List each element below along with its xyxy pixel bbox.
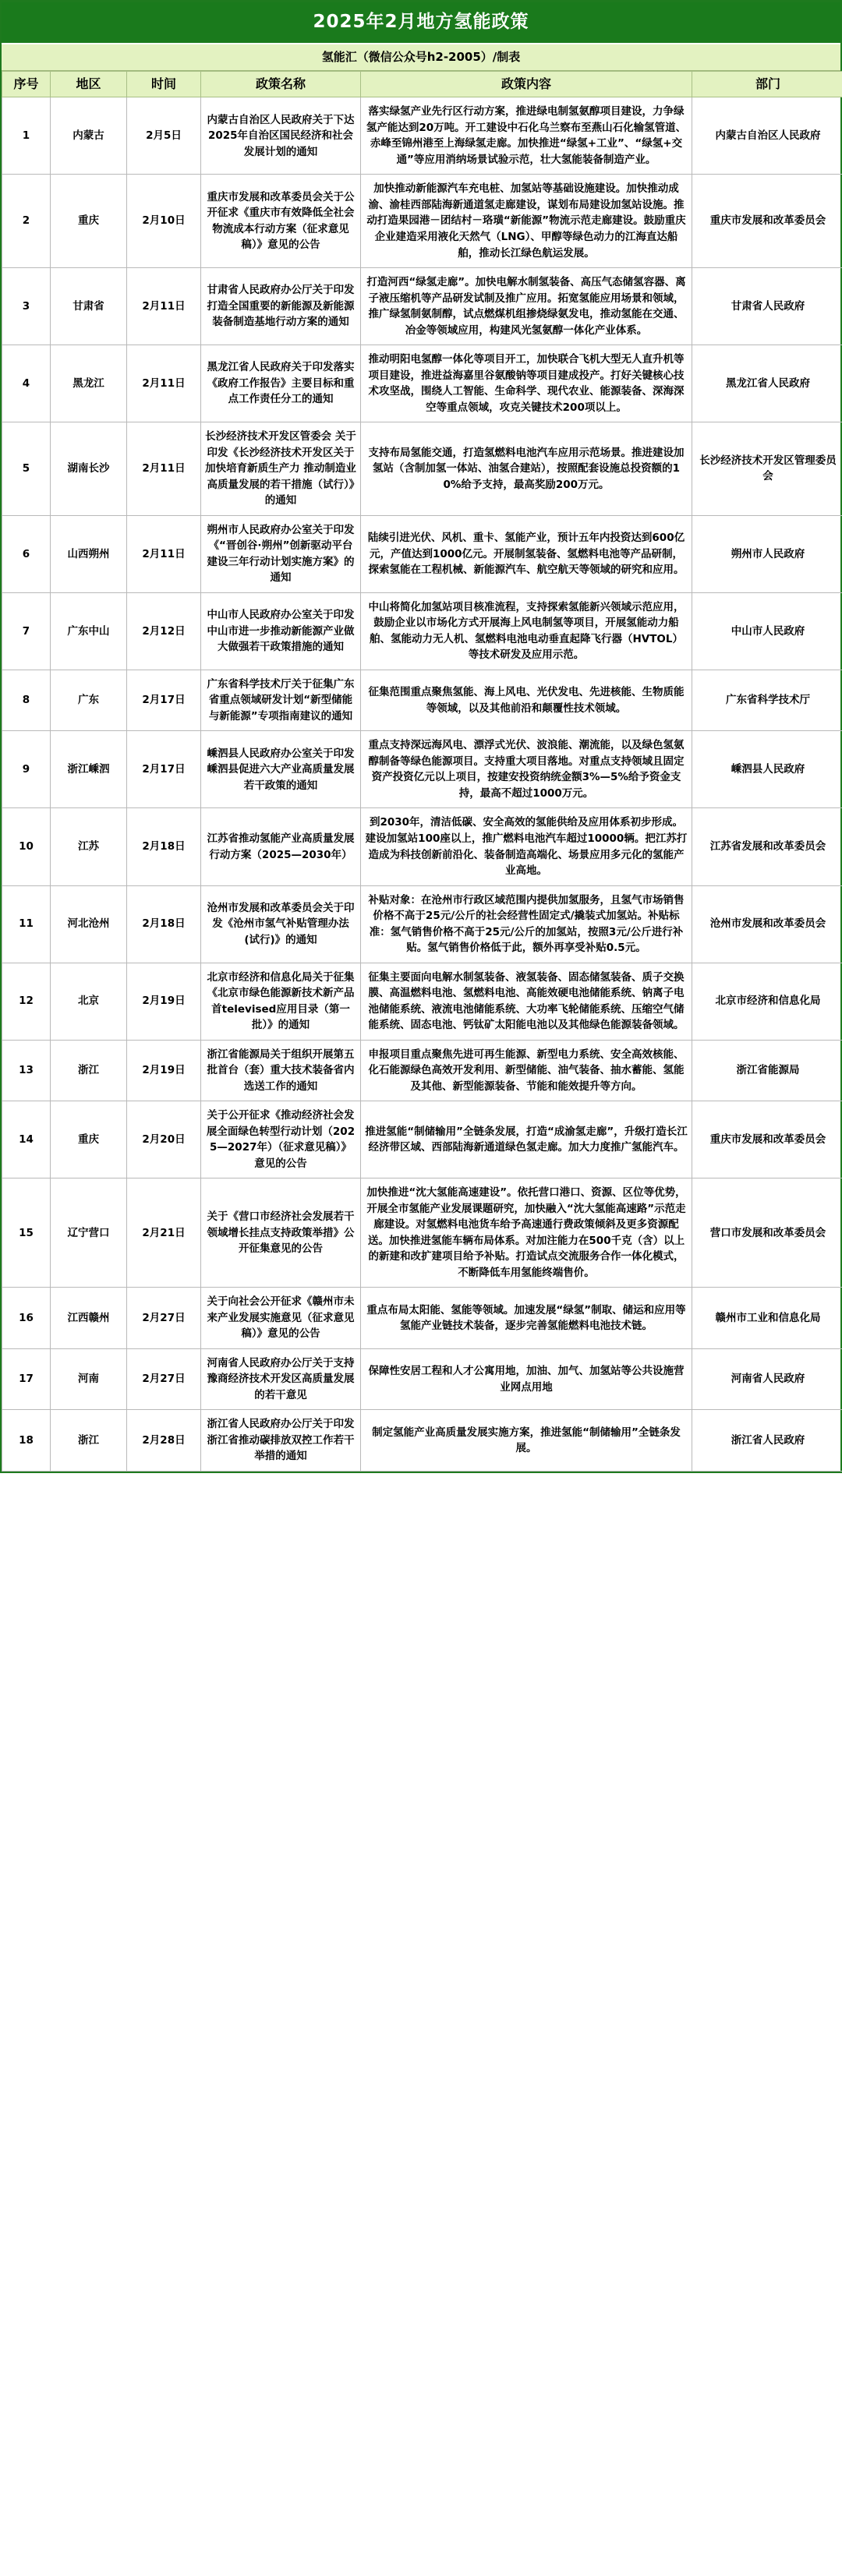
cell-policy-name: 浙江省能源局关于组织开展第五批首台（套）重大技术装备省内选送工作的通知	[201, 1040, 361, 1101]
cell-department: 朔州市人民政府	[692, 515, 842, 592]
cell-policy-content: 支持布局氢能交通，打造氢燃料电池汽车应用示范场景。推进建设加氢站（含制加氢一体站、油氢合建站），按照配套设施总投资额的10%给予支持，最高奖励200万元。	[361, 422, 692, 516]
cell-policy-content: 保障性安居工程和人才公寓用地，加油、加气、加氢站等公共设施营业网点用地	[361, 1348, 692, 1410]
cell-date: 2月11日	[127, 345, 201, 422]
cell-policy-content: 重点布局太阳能、氢能等领域。加速发展“绿氢”制取、储运和应用等氢能产业链技术装备，逐步完善氢能燃料电池技术链。	[361, 1288, 692, 1349]
cell-region: 内蒙古	[51, 97, 127, 175]
cell-policy-name: 中山市人民政府办公室关于印发中山市进一步推动新能源产业做大做强若干政策措施的通知	[201, 592, 361, 670]
cell-policy-name: 北京市经济和信息化局关于征集《北京市绿色能源新技术新产品首televised应用目录（第一批）》的通知	[201, 963, 361, 1040]
cell-region: 重庆	[51, 1101, 127, 1178]
cell-region: 江苏	[51, 808, 127, 885]
cell-policy-content: 陆续引进光伏、风机、重卡、氢能产业，预计五年内投资达到600亿元，产值达到1000亿元。开展制氢装备、氢燃料电池等产品研制，探索氢能在工程机械、新能源汽车、航空航天等领域的研究和应用。	[361, 515, 692, 592]
cell-policy-name: 关于向社会公开征求《赣州市未来产业发展实施意见（征求意见稿）》意见的公告	[201, 1288, 361, 1349]
table-header-row	[2, 71, 842, 97]
cell-index: 15	[2, 1178, 51, 1288]
cell-policy-name: 沧州市发展和改革委员会关于印发《沧州市氢气补贴管理办法(试行)》的通知	[201, 885, 361, 963]
cell-index: 10	[2, 808, 51, 885]
cell-policy-name: 内蒙古自治区人民政府关于下达2025年自治区国民经济和社会发展计划的通知	[201, 97, 361, 175]
cell-department: 甘肃省人民政府	[692, 268, 842, 345]
cell-index: 4	[2, 345, 51, 422]
cell-policy-content: 到2030年，清洁低碳、安全高效的氢能供给及应用体系初步形成。建设加氢站100座以上，推广燃料电池汽车超过10000辆。把江苏打造成为科技创新前沿化、装备制造高端化、场景应用多元化的氢能产业高地。	[361, 808, 692, 885]
table-row	[2, 515, 842, 592]
cell-region: 浙江嵊泗	[51, 731, 127, 808]
table-row	[2, 1410, 842, 1472]
cell-department: 赣州市工业和信息化局	[692, 1288, 842, 1349]
cell-region: 广东中山	[51, 592, 127, 670]
cell-department: 营口市发展和改革委员会	[692, 1178, 842, 1288]
cell-date: 2月17日	[127, 670, 201, 731]
table-row	[2, 885, 842, 963]
cell-date: 2月18日	[127, 808, 201, 885]
column-header-dept: 部门	[692, 71, 842, 97]
cell-region: 湖南长沙	[51, 422, 127, 516]
table-row	[2, 345, 842, 422]
cell-policy-content: 推进氢能“制储输用”全链条发展，打造“成渝氢走廊”，升级打造长江经济带区域、西部陆海新通道绿色氢走廊。加大力度推广氢能汽车。	[361, 1101, 692, 1178]
cell-department: 北京市经济和信息化局	[692, 963, 842, 1040]
cell-policy-name: 甘肃省人民政府办公厅关于印发打造全国重要的新能源及新能源装备制造基地行动方案的通知	[201, 268, 361, 345]
cell-region: 河北沧州	[51, 885, 127, 963]
cell-department: 重庆市发展和改革委员会	[692, 1101, 842, 1178]
table-body	[2, 97, 842, 1472]
cell-date: 2月19日	[127, 963, 201, 1040]
cell-index: 18	[2, 1410, 51, 1472]
cell-policy-content: 加快推进“沈大氢能高速建设”。依托营口港口、资源、区位等优势，开展全市氢能产业发展课题研究，加快融入“沈大氢能高速路”示范走廊建设。对氢燃料电池货车给予高速通行费政策倾斜及更多资源配送。加快推进氢能车辆布局体系。对加注能力在500千克（含）以上的新建和改扩建项目给予补贴。打造试点交流服务合作一体化模式，不断降低车用氢能终端售价。	[361, 1178, 692, 1288]
cell-index: 13	[2, 1040, 51, 1101]
cell-date: 2月10日	[127, 175, 201, 268]
cell-index: 7	[2, 592, 51, 670]
table-row	[2, 268, 842, 345]
cell-policy-name: 嵊泗县人民政府办公室关于印发嵊泗县促进六大产业高质量发展若干政策的通知	[201, 731, 361, 808]
cell-index: 5	[2, 422, 51, 516]
cell-region: 黑龙江	[51, 345, 127, 422]
cell-policy-name: 关于《营口市经济社会发展若干领域增长挂点支持政策举措》公开征集意见的公告	[201, 1178, 361, 1288]
cell-date: 2月11日	[127, 515, 201, 592]
cell-department: 河南省人民政府	[692, 1348, 842, 1410]
cell-index: 16	[2, 1288, 51, 1349]
cell-index: 11	[2, 885, 51, 963]
cell-region: 浙江	[51, 1040, 127, 1101]
column-header-name: 政策名称	[201, 71, 361, 97]
cell-policy-content: 征集范围重点聚焦氢能、海上风电、光伏发电、先进核能、生物质能等领域，以及其他前沿和颠覆性技术领域。	[361, 670, 692, 731]
cell-policy-name: 江苏省推动氢能产业高质量发展行动方案（2025—2030年）	[201, 808, 361, 885]
table-row	[2, 1348, 842, 1410]
column-header-index: 序号	[2, 71, 51, 97]
cell-region: 河南	[51, 1348, 127, 1410]
cell-date: 2月12日	[127, 592, 201, 670]
policy-table	[2, 71, 842, 1472]
cell-region: 辽宁营口	[51, 1178, 127, 1288]
cell-department: 江苏省发展和改革委员会	[692, 808, 842, 885]
cell-department: 浙江省能源局	[692, 1040, 842, 1101]
table-row	[2, 592, 842, 670]
cell-index: 9	[2, 731, 51, 808]
cell-date: 2月17日	[127, 731, 201, 808]
table-row	[2, 731, 842, 808]
cell-index: 8	[2, 670, 51, 731]
cell-department: 黑龙江省人民政府	[692, 345, 842, 422]
column-header-date: 时间	[127, 71, 201, 97]
table-row	[2, 1288, 842, 1349]
cell-policy-content: 重点支持深远海风电、漂浮式光伏、波浪能、潮流能，以及绿色氢氨醇制备等绿色能源项目。支持重大项目落地。对重点支持领域且固定资产投资亿元以上项目，按建安投资纳统金额3%—5%给予资金支持，最高不超过1000万元。	[361, 731, 692, 808]
cell-date: 2月27日	[127, 1348, 201, 1410]
cell-region: 北京	[51, 963, 127, 1040]
cell-policy-content: 制定氢能产业高质量发展实施方案，推进氢能“制储输用”全链条发展。	[361, 1410, 692, 1472]
cell-index: 1	[2, 97, 51, 175]
cell-date: 2月20日	[127, 1101, 201, 1178]
cell-index: 6	[2, 515, 51, 592]
cell-department: 长沙经济技术开发区管理委员会	[692, 422, 842, 516]
table-header	[2, 71, 842, 97]
cell-department: 重庆市发展和改革委员会	[692, 175, 842, 268]
cell-policy-content: 征集主要面向电解水制氢装备、液氢装备、固态储氢装备、质子交换膜、高温燃料电池、氢燃料电池、高能效硬电池储能系统、钠离子电池储能系统、液流电池储能系统、大功率飞轮储能系统、压缩空气储能系统、固态电池、钙钛矿太阳能电池以及其他绿色能源装备领域。	[361, 963, 692, 1040]
cell-policy-content: 推动明阳电氢醇一体化等项目开工，加快联合飞机大型无人直升机等项目建设，推进益海嘉里谷氨酸钠等项目建成投产。打好关键核心技术攻坚战，围绕人工智能、生命科学、现代农业、能源装备、深海深空等重点领域，攻克关键技术200项以上。	[361, 345, 692, 422]
cell-policy-content: 补贴对象：在沧州市行政区域范围内提供加氢服务，且氢气市场销售价格不高于25元/公斤的社会经营性固定式/撬装式加氢站。补贴标准：氢气销售价格不高于25元/公斤的加氢站，按照3元/公斤进行补贴。氢气销售价格低于此，额外再享受补贴0.5元。	[361, 885, 692, 963]
cell-index: 3	[2, 268, 51, 345]
cell-policy-content: 申报项目重点聚焦先进可再生能源、新型电力系统、安全高效核能、化石能源绿色高效开发利用、新型储能、油气装备、抽水蓄能、氢能及其他、新型能源装备、节能和能效提升等方向。	[361, 1040, 692, 1101]
cell-policy-name: 长沙经济技术开发区管委会 关于印发《长沙经济技术开发区关于加快培育新质生产力 推动制造业高质量发展的若干措施（试行）》的通知	[201, 422, 361, 516]
column-header-content: 政策内容	[361, 71, 692, 97]
cell-department: 广东省科学技术厅	[692, 670, 842, 731]
table-row	[2, 1040, 842, 1101]
cell-index: 14	[2, 1101, 51, 1178]
cell-region: 江西赣州	[51, 1288, 127, 1349]
cell-policy-name: 重庆市发展和改革委员会关于公开征求《重庆市有效降低全社会物流成本行动方案（征求意见稿）》意见的公告	[201, 175, 361, 268]
cell-policy-content: 中山将简化加氢站项目核准流程，支持探索氢能新兴领域示范应用，鼓励企业以市场化方式开展海上风电制氢等项目，开展氢能动力船舶、氢能动力无人机、氢燃料电池电动垂直起降飞行器（HVTOL）等技术研发及应用示范。	[361, 592, 692, 670]
cell-date: 2月11日	[127, 268, 201, 345]
cell-index: 2	[2, 175, 51, 268]
sheet-subtitle: 氢能汇（微信公众号h2-2005）/制表	[2, 44, 840, 71]
cell-department: 内蒙古自治区人民政府	[692, 97, 842, 175]
page-title: 2025年2月地方氢能政策	[2, 2, 840, 44]
column-header-region: 地区	[51, 71, 127, 97]
table-row	[2, 1178, 842, 1288]
cell-policy-name: 朔州市人民政府办公室关于印发《“晋创谷·朔州”创新驱动平台建设三年行动计划实施方案》的通知	[201, 515, 361, 592]
cell-department: 沧州市发展和改革委员会	[692, 885, 842, 963]
table-row	[2, 963, 842, 1040]
table-row	[2, 422, 842, 516]
cell-date: 2月11日	[127, 422, 201, 516]
cell-region: 浙江	[51, 1410, 127, 1472]
cell-policy-name: 关于公开征求《推动经济社会发展全面绿色转型行动计划（2025—2027年）（征求意见稿）》意见的公告	[201, 1101, 361, 1178]
cell-date: 2月5日	[127, 97, 201, 175]
cell-region: 广东	[51, 670, 127, 731]
table-row	[2, 808, 842, 885]
cell-policy-content: 加快推动新能源汽车充电桩、加氢站等基础设施建设。加快推动成渝、渝桂西部陆海新通道氢走廊建设，谋划布局建设加氢站设施。推动打造果园港－团结村－珞璜“新能源”物流示范走廊建设。鼓励重庆企业建造采用液化天然气（LNG）、甲醇等绿色动力的江海直达船舶，推动长江绿色航运发展。	[361, 175, 692, 268]
cell-policy-name: 河南省人民政府办公厅关于支持豫商经济技术开发区高质量发展的若干意见	[201, 1348, 361, 1410]
cell-date: 2月21日	[127, 1178, 201, 1288]
cell-index: 17	[2, 1348, 51, 1410]
cell-region: 山西朔州	[51, 515, 127, 592]
cell-policy-name: 黑龙江省人民政府关于印发落实《政府工作报告》主要目标和重点工作责任分工的通知	[201, 345, 361, 422]
cell-department: 浙江省人民政府	[692, 1410, 842, 1472]
cell-department: 嵊泗县人民政府	[692, 731, 842, 808]
cell-policy-name: 浙江省人民政府办公厅关于印发浙江省推动碳排放双控工作若干举措的通知	[201, 1410, 361, 1472]
cell-date: 2月18日	[127, 885, 201, 963]
cell-region: 重庆	[51, 175, 127, 268]
table-row	[2, 1101, 842, 1178]
cell-region: 甘肃省	[51, 268, 127, 345]
table-row	[2, 670, 842, 731]
cell-index: 12	[2, 963, 51, 1040]
table-row	[2, 97, 842, 175]
cell-policy-content: 落实绿氢产业先行区行动方案，推进绿电制氢氨醇项目建设，力争绿氢产能达到20万吨。开工建设中石化乌兰察布至燕山石化输氢管道、赤峰至锦州港至上海绿氢走廊。加快推进“绿氢+工业”、“绿氢+交通”等应用消纳场景试验示范，壮大氢能装备制造产业。	[361, 97, 692, 175]
cell-department: 中山市人民政府	[692, 592, 842, 670]
cell-policy-content: 打造河西“绿氢走廊”。加快电解水制氢装备、高压气态储氢容器、离子液压缩机等产品研发试制及推广应用。拓宽氢能应用场景和领域，推广绿氢制氨制醇，试点燃煤机组掺烧绿氨发电，推动氢能在交通、冶金等领域应用，构建风光氢氨醇一体化产业体系。	[361, 268, 692, 345]
cell-date: 2月27日	[127, 1288, 201, 1349]
cell-date: 2月28日	[127, 1410, 201, 1472]
cell-policy-name: 广东省科学技术厅关于征集广东省重点领域研发计划“新型储能与新能源”专项指南建议的通知	[201, 670, 361, 731]
cell-date: 2月19日	[127, 1040, 201, 1101]
table-row	[2, 175, 842, 268]
